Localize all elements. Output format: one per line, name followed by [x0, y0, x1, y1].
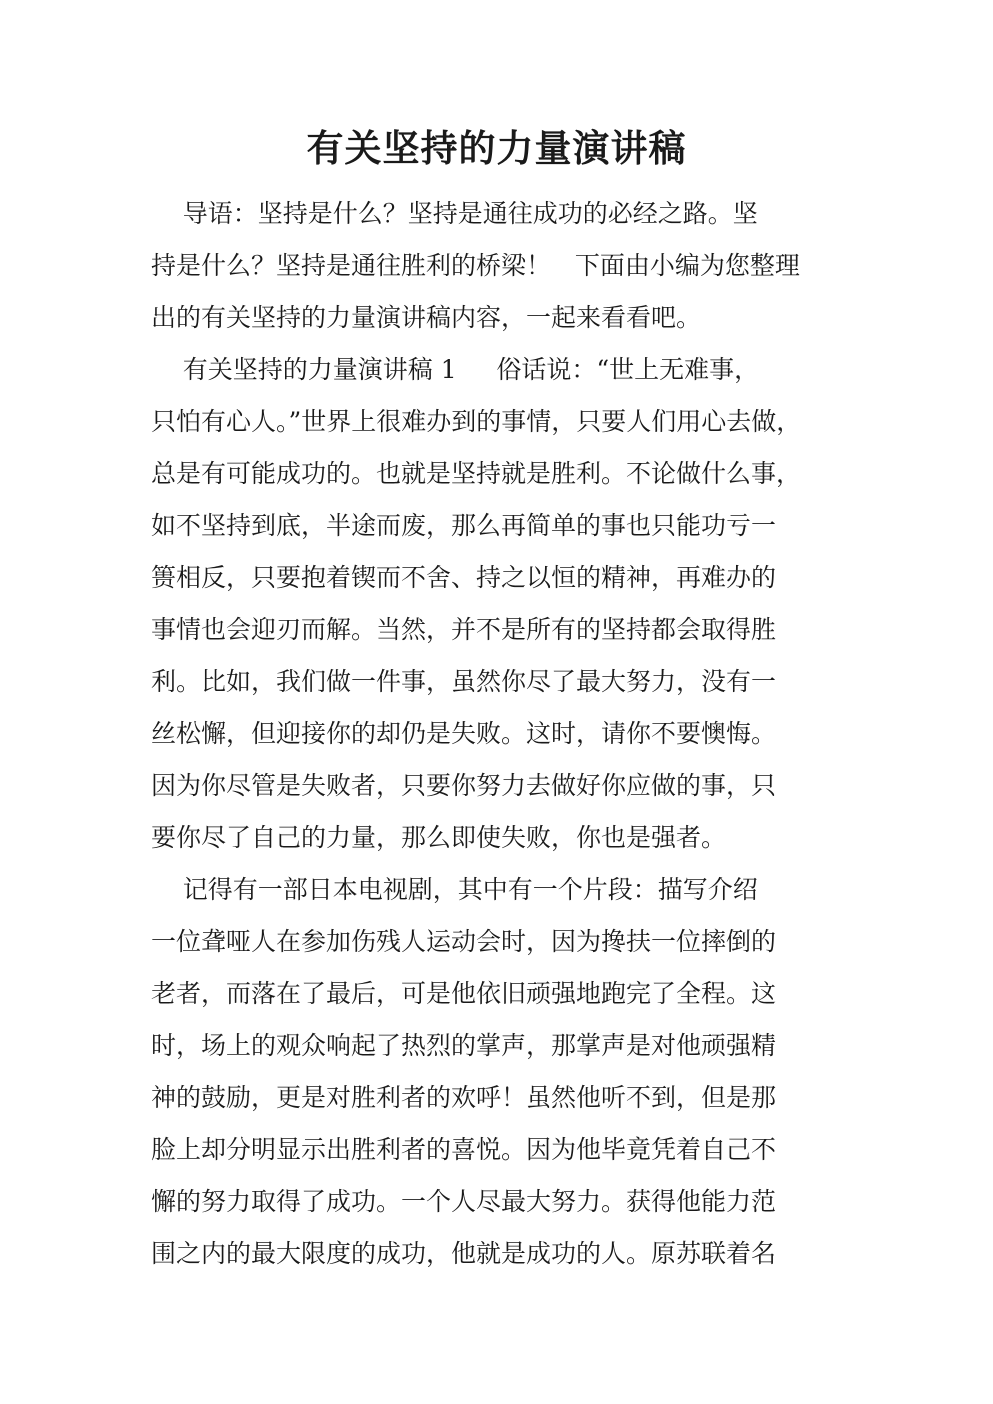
- text-line: 持是什么？坚持是通往胜利的桥梁！ 下面由小编为您整理: [151, 251, 800, 280]
- text-line: 利。比如，我们做一件事，虽然你尽了最大努力，没有一: [151, 667, 777, 696]
- text-line: 因为你尽管是失败者，只要你努力去做好你应做的事，只: [151, 771, 777, 800]
- text-line: 丝松懈，但迎接你的却仍是失败。这时，请你不要懊悔。: [151, 719, 777, 748]
- text-line: 有关坚持的力量演讲稿 1 俗话说：“世上无难事，: [151, 355, 760, 384]
- text-line: 如不坚持到底，半途而废，那么再简单的事也只能功亏一: [151, 511, 777, 540]
- text-line: 出的有关坚持的力量演讲稿内容，一起来看看吧。: [151, 303, 702, 332]
- document-body: [151, 188, 851, 1280]
- text-line: 围之内的最大限度的成功，他就是成功的人。原苏联着名: [151, 1239, 777, 1268]
- text-line: 导语：坚持是什么？坚持是通往成功的必经之路。坚: [151, 199, 758, 228]
- text-line: 时，场上的观众响起了热烈的掌声，那掌声是对他顽强精: [151, 1031, 777, 1060]
- text-line: 篑相反，只要抱着锲而不舍、持之以恒的精神，再难办的: [151, 563, 777, 592]
- text-line: 老者，而落在了最后，可是他依旧顽强地跑完了全程。这: [151, 979, 777, 1008]
- text-line: 要你尽了自己的力量，那么即使失败，你也是强者。: [151, 823, 727, 852]
- text-line: 总是有可能成功的。也就是坚持就是胜利。不论做什么事，: [151, 459, 802, 488]
- text-line: 事情也会迎刃而解。当然，并不是所有的坚持都会取得胜: [151, 615, 777, 644]
- text-line: 懈的努力取得了成功。一个人尽最大努力。获得他能力范: [151, 1187, 777, 1216]
- document-title: 有关坚持的力量演讲稿: [306, 126, 687, 170]
- text-line: 神的鼓励，更是对胜利者的欢呼！虽然他听不到，但是那: [151, 1083, 777, 1112]
- text-line: 记得有一部日本电视剧，其中有一个片段：描写介绍: [151, 875, 758, 904]
- text-line: 脸上却分明显示出胜利者的喜悦。因为他毕竟凭着自己不: [151, 1135, 777, 1164]
- text-line: 只怕有心人。”世界上很难办到的事情，只要人们用心去做，: [151, 407, 802, 436]
- text-line: 一位聋哑人在参加伤残人运动会时，因为搀扶一位摔倒的: [151, 927, 777, 956]
